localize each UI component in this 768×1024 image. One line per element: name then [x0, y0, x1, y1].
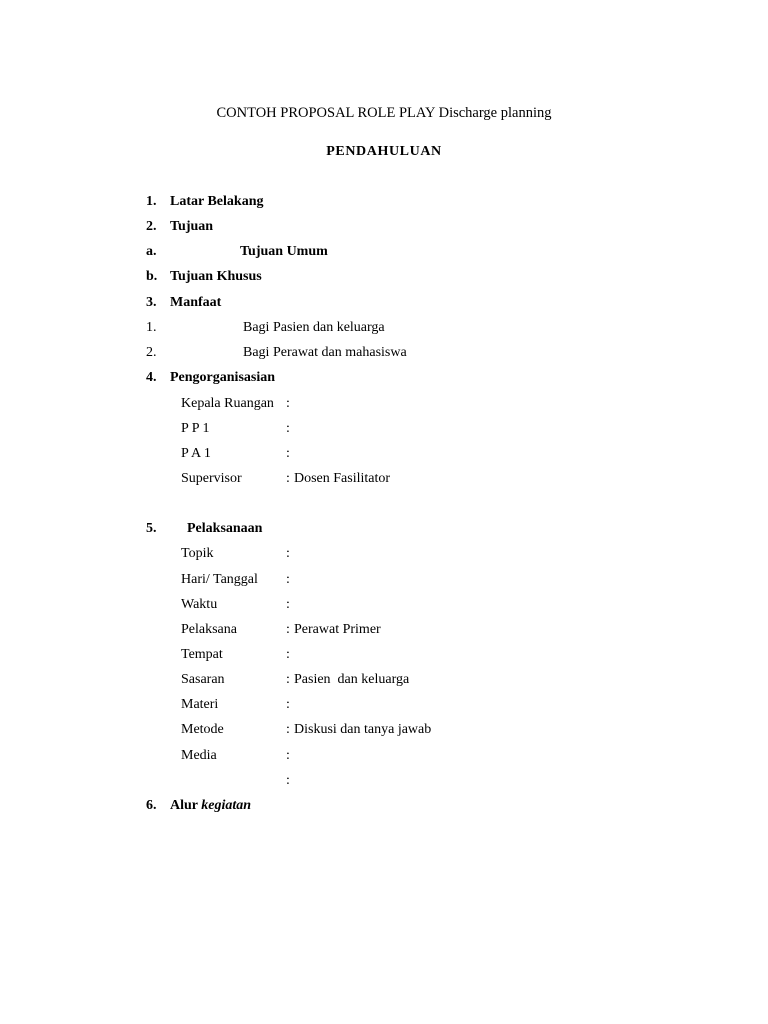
field-label: P P 1	[181, 421, 210, 436]
field-value: Pasien dan keluarga	[294, 672, 410, 687]
list-label: Pengorganisasian	[170, 370, 276, 385]
field-label: Supervisor	[181, 471, 242, 486]
field-value: Dosen Fasilitator	[294, 471, 391, 486]
list-label: Latar Belakang	[170, 194, 264, 209]
list-label: Tujuan Umum	[240, 244, 328, 259]
field-colon: :	[286, 471, 290, 486]
list-number: 1.	[146, 320, 157, 335]
list-label: Pelaksanaan	[187, 521, 263, 536]
field-colon: :	[286, 748, 290, 763]
field-colon: :	[286, 697, 290, 712]
field-label: Metode	[181, 722, 224, 737]
field-colon: :	[286, 396, 290, 411]
alur-label: Alur	[170, 798, 198, 813]
list-number: 6.	[146, 798, 157, 813]
field-label: Materi	[181, 697, 219, 712]
field-label: Sasaran	[181, 672, 225, 687]
field-label: Hari/ Tanggal	[181, 572, 258, 587]
field-colon: :	[286, 546, 290, 561]
field-colon: :	[286, 647, 290, 662]
field-label: Waktu	[181, 597, 218, 612]
field-label: Pelaksana	[181, 622, 237, 637]
field-colon: :	[286, 572, 290, 587]
document-title: CONTOH PROPOSAL ROLE PLAY Discharge planning	[216, 105, 552, 121]
list-number: 2.	[146, 219, 157, 234]
field-colon: :	[286, 446, 290, 461]
field-colon: :	[286, 773, 290, 788]
field-value: Perawat Primer	[294, 622, 381, 637]
field-colon: :	[286, 597, 290, 612]
field-label: Kepala Ruangan	[181, 396, 274, 411]
field-colon: :	[286, 722, 290, 737]
alur-label-italic: kegiatan	[201, 798, 252, 813]
list-label: Bagi Pasien dan keluarga	[243, 320, 385, 335]
list-number: 3.	[146, 295, 157, 310]
list-label: Tujuan	[170, 219, 214, 234]
field-colon: :	[286, 672, 290, 687]
section-heading: PENDAHULUAN	[326, 144, 442, 159]
list-number: 2.	[146, 345, 157, 360]
list-number: 1.	[146, 194, 157, 209]
list-label: Manfaat	[170, 295, 222, 310]
field-label: Topik	[181, 546, 214, 561]
list-label: Tujuan Khusus	[170, 269, 262, 284]
field-label: Media	[181, 748, 217, 763]
field-colon: :	[286, 622, 290, 637]
field-value: Diskusi dan tanya jawab	[294, 722, 432, 737]
field-label: Tempat	[181, 647, 223, 662]
field-label: P A 1	[181, 446, 211, 461]
list-number: a.	[146, 244, 157, 259]
list-number: 4.	[146, 370, 157, 385]
list-label	[170, 797, 251, 815]
list-number: b.	[146, 269, 158, 284]
list-label: Bagi Perawat dan mahasiswa	[243, 345, 407, 360]
list-number: 5.	[146, 521, 157, 536]
field-colon: :	[286, 421, 290, 436]
